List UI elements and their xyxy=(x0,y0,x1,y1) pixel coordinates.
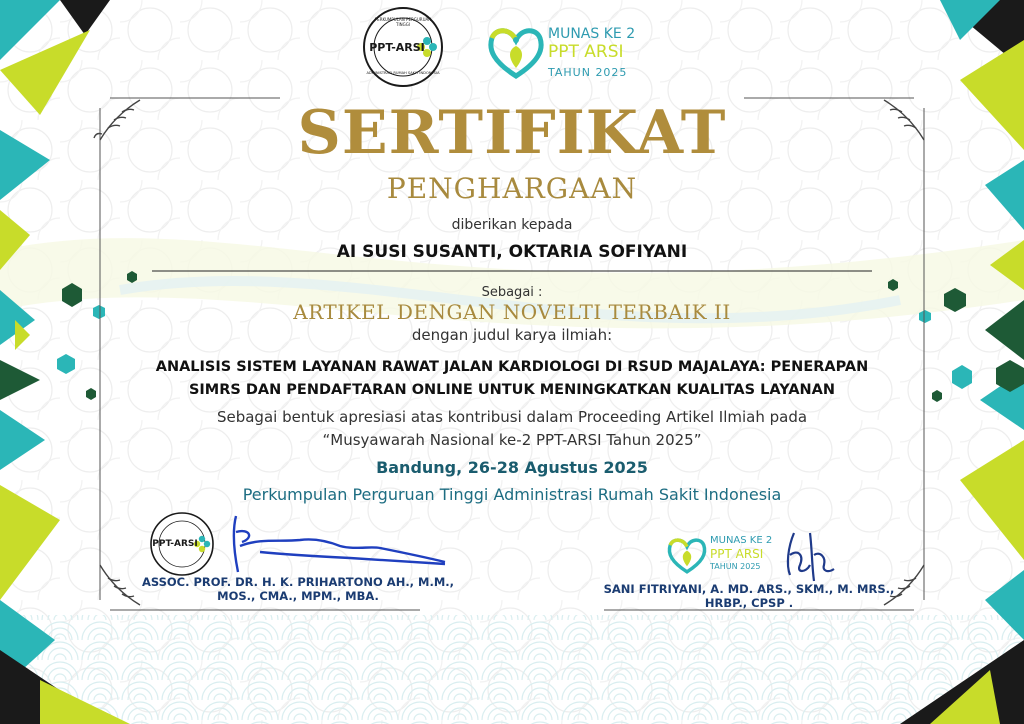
ppt-arsi-logo-small xyxy=(148,510,216,578)
appreciation-text xyxy=(112,406,912,452)
right-signatory-name xyxy=(594,582,904,610)
left-signature-icon xyxy=(220,512,450,577)
munas-small-line2: PPT ARSI xyxy=(710,547,764,561)
ppt-arsi-small-label: PPT-ARSI xyxy=(152,539,198,549)
award-title: ARTIKEL DENGAN NOVELTI TERBAIK II xyxy=(293,300,731,324)
heart-leaf-small-icon xyxy=(666,535,708,575)
recipient-name: AI SUSI SUSANTI, OKTARIA SOFIYANI xyxy=(336,242,688,262)
ppt-arsi-logo-label: PPT-ARSI xyxy=(369,41,425,54)
munas-line2: PPT ARSI xyxy=(548,42,624,62)
organization-name: Perkumpulan Perguruan Tinggi Administrasi Rumah Sakit Indonesia xyxy=(242,485,782,504)
ppt-arsi-logo xyxy=(361,5,445,89)
ppt-arsi-ring-bottom-text: ADMINISTRASI RUMAH SAKIT INDONESIA xyxy=(366,71,440,75)
left-signatory-line2: MOS., CMA., MPM., MBA. xyxy=(217,589,379,603)
right-signatory-line2: HRBP., CPSP . xyxy=(704,596,794,610)
heart-leaf-icon xyxy=(486,24,546,80)
certificate-title: SERTIFIKAT xyxy=(297,98,727,168)
right-signatory-line1: SANI FITRIYANI, A. MD. ARS., SKM., M. MRS., xyxy=(603,582,895,596)
paper-title-line2: SIMRS DAN PENDAFTARAN ONLINE UNTUK MENINGKATKAN KUALITAS LAYANAN xyxy=(188,382,836,398)
place-date: Bandung, 26-28 Agustus 2025 xyxy=(376,458,648,477)
appreciation-line2: “Musyawarah Nasional ke-2 PPT-ARSI Tahun 2025” xyxy=(322,431,702,449)
paper-title xyxy=(112,356,912,402)
as-label: Sebagai : xyxy=(481,285,543,300)
munas-logo xyxy=(486,20,646,84)
munas-line1: MUNAS KE 2 xyxy=(548,26,636,42)
certificate-subtitle: PENGHARGAAN xyxy=(386,172,638,205)
paper-title-line1: ANALISIS SISTEM LAYANAN RAWAT JALAN KARDIOLOGI DI RSUD MAJALAYA: PENERAPAN xyxy=(155,359,869,375)
given-to-label: diberikan kepada xyxy=(451,217,573,233)
ppt-arsi-ring-top-text: PERKUMPULAN PERGURUAN TINGGI xyxy=(374,17,432,27)
paper-title-label: dengan judul karya ilmiah: xyxy=(411,326,613,344)
right-signature-icon xyxy=(780,525,840,585)
munas-small-line1: MUNAS KE 2 xyxy=(710,535,773,546)
left-signatory-line1: ASSOC. PROF. DR. H. K. PRIHARTONO AH., M.M., xyxy=(141,575,455,589)
munas-line3: TAHUN 2025 xyxy=(548,66,628,79)
left-signatory-name xyxy=(118,575,478,603)
munas-small-line3: TAHUN 2025 xyxy=(710,562,761,571)
appreciation-line1: Sebagai bentuk apresiasi atas kontribusi dalam Proceeding Artikel Ilmiah pada xyxy=(216,408,808,426)
